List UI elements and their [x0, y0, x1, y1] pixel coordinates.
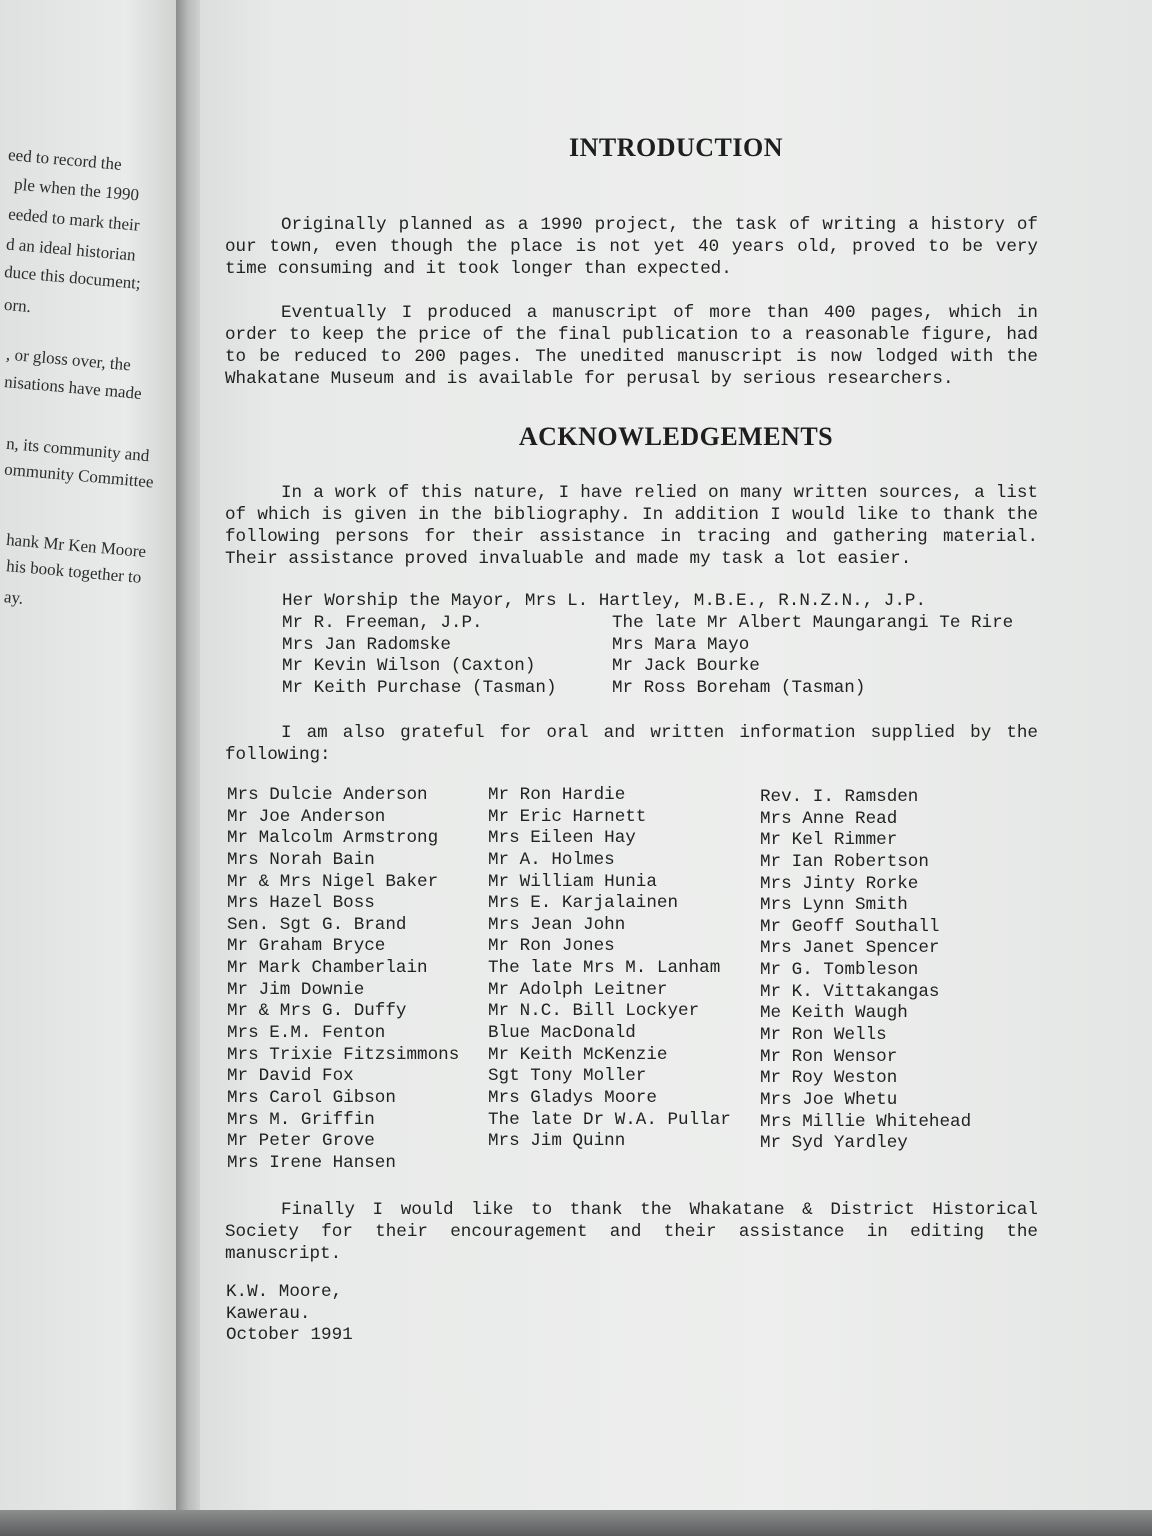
left-page-text: duce this document; — [3, 262, 142, 293]
left-page-text: d an ideal historian — [5, 234, 137, 265]
contributor-name: Mr Ron Hardie — [488, 785, 626, 805]
contributor-name: Mr Ron Wensor — [760, 1046, 898, 1067]
contributor-name: Sgt Tony Moller — [488, 1066, 647, 1087]
mayor-line: Her Worship the Mayor, Mrs L. Hartley, M.B.E., R.N.Z.N., J.P. — [282, 591, 927, 611]
contributor-name: Mr Geoff Southall — [760, 916, 940, 937]
left-page — [0, 0, 180, 1536]
left-page-text: eed to record the — [7, 145, 123, 174]
contributor-name: Mrs M. Griffin — [227, 1109, 375, 1130]
contributor-name: Mrs Lynn Smith — [760, 895, 908, 916]
left-page-text: ommunity Committee — [3, 459, 155, 492]
contributor-name: Mr Ian Robertson — [760, 851, 929, 872]
contributor-name: Mrs Trixie Fitzsimmons — [227, 1044, 460, 1065]
contributor-name: Mrs Millie Whitehead — [760, 1111, 972, 1132]
names-column-3 — [760, 787, 971, 1155]
contributor-name: Mrs E.M. Fenton — [227, 1023, 386, 1044]
left-page-text: nisations have made — [3, 372, 143, 403]
contributor-name: Mrs Gladys Moore — [488, 1087, 657, 1108]
contributor-name: The late Mrs M. Lanham — [488, 958, 721, 979]
contributor-name: Mr & Mrs G. Duffy — [227, 1001, 407, 1022]
contributor-name: Mr Peter Grove — [227, 1131, 375, 1152]
contributor-name: The late Dr W.A. Pullar — [488, 1109, 731, 1130]
contributor-name: Mrs Jim Quinn — [488, 1131, 626, 1152]
contributor-name: Mr K. Vittakangas — [760, 981, 940, 1002]
contributor-name: Mrs Jinty Rorke — [760, 873, 919, 894]
contributor-name: Blue MacDonald — [488, 1023, 636, 1044]
helper-name: Mrs Mara Mayo — [612, 634, 750, 655]
contributor-name: Mrs Hazel Boss — [227, 893, 375, 914]
contributor-name: Me Keith Waugh — [760, 1003, 908, 1024]
contributor-name: Mrs Irene Hansen — [227, 1152, 396, 1173]
contributor-name: Mrs Joe Whetu — [760, 1089, 898, 1110]
contributor-name: Mrs Norah Bain — [227, 849, 375, 870]
contributor-name: Mr Roy Weston — [760, 1068, 898, 1089]
contributor-name: Mr Jim Downie — [227, 979, 365, 1000]
contributor-name: Mr A. Holmes — [488, 849, 615, 870]
contributor-name: Mr Kel Rimmer — [760, 830, 898, 851]
contributor-name: Mr Adolph Leitner — [488, 979, 668, 1000]
names-column-2 — [488, 785, 731, 1153]
contributor-name: Mr N.C. Bill Lockyer — [488, 1001, 700, 1022]
closing-paragraph: Finally I would like to thank the Whakatane & District Historical Society for their encouragement and their assistance in editing the manuscript. — [225, 1200, 1038, 1264]
helper-name: Mr R. Freeman, J.P. — [282, 613, 483, 633]
helper-name: Mrs Jan Radomske — [282, 634, 451, 655]
helpers-left-list — [282, 613, 557, 700]
contributor-name: Mrs E. Karjalainen — [488, 893, 679, 914]
contributor-name: Mr Keith McKenzie — [488, 1044, 668, 1065]
contributor-name: Mr Ron Jones — [488, 936, 615, 957]
contributor-name: Mrs Janet Spencer — [760, 938, 940, 959]
contributor-name: Mrs Anne Read — [760, 808, 898, 829]
contributor-name: Mr Eric Harnett — [488, 806, 647, 827]
names-column-1 — [227, 785, 459, 1175]
helper-name: Mr Keith Purchase (Tasman) — [282, 677, 557, 698]
page-edge-shadow — [0, 1510, 1152, 1536]
contributor-name: Mrs Eileen Hay — [488, 828, 636, 849]
contributor-name: Mr Malcolm Armstrong — [227, 828, 439, 849]
helper-name: The late Mr Albert Maungarangi Te Rire — [612, 613, 1014, 633]
signature-name: K.W. Moore, — [226, 1282, 343, 1302]
contributor-name: Mr Joe Anderson — [227, 806, 386, 827]
acknowledgements-intro: In a work of this nature, I have relied on many written sources, a list of which is given in the bibliography. In addition I would like to thank the following persons for their assistance in tracing and gathering material. Their assistance proved invaluable and made my task a lot easier. — [225, 483, 1038, 569]
helper-name: Mr Ross Boreham (Tasman) — [612, 677, 866, 698]
contributor-name: Mr Syd Yardley — [760, 1133, 908, 1154]
helper-name: Mr Kevin Wilson (Caxton) — [282, 656, 536, 677]
grateful-paragraph: I am also grateful for oral and written information supplied by the following: — [225, 723, 1038, 765]
contributor-name: Mrs Jean John — [488, 914, 626, 935]
contributor-name: Mr Mark Chamberlain — [227, 958, 428, 979]
signature-place: Kawerau. — [226, 1303, 311, 1324]
contributor-name: Mr & Mrs Nigel Baker — [227, 871, 439, 892]
helpers-right-list — [612, 613, 1013, 700]
signature-date: October 1991 — [226, 1325, 353, 1345]
left-page-text: , or gloss over, the — [5, 344, 132, 375]
left-page-text: eeded to mark their — [7, 204, 141, 235]
contributor-name: Mr Ron Wells — [760, 1025, 887, 1046]
contributor-name: Mr William Hunia — [488, 871, 657, 892]
left-page-text: ay. — [3, 587, 25, 608]
left-page-text: his book together to — [5, 556, 143, 587]
contributor-name: Mrs Carol Gibson — [227, 1087, 396, 1108]
left-page-text: n, its community and — [5, 433, 151, 466]
introduction-paragraph-1: Originally planned as a 1990 project, the task of writing a history of our town, even though the place is not yet 40 years old, proved to be very time consuming and it took longer than expected. — [225, 215, 1038, 279]
introduction-paragraph-2: Eventually I produced a manuscript of more than 400 pages, which in order to keep the price of the final publication to a reasonable figure, had to be reduced to 200 pages. The unedited manuscript is now lodged with the Whakatane Museum and is available for perusal by serious researchers. — [225, 303, 1038, 389]
contributor-name: Mrs Dulcie Anderson — [227, 785, 428, 805]
left-page-text: ple when the 1990 — [13, 174, 140, 205]
contributor-name: Mr David Fox — [227, 1066, 354, 1087]
contributor-name: Sen. Sgt G. Brand — [227, 914, 407, 935]
left-page-text: hank Mr Ken Moore — [5, 529, 147, 562]
acknowledgements-heading: ACKNOWLEDGEMENTS — [518, 422, 834, 451]
contributor-name: Rev. I. Ramsden — [760, 787, 919, 807]
contributor-name: Mr G. Tombleson — [760, 960, 919, 981]
helper-name: Mr Jack Bourke — [612, 656, 760, 677]
contributor-name: Mr Graham Bryce — [227, 936, 386, 957]
left-page-text: orn. — [3, 294, 32, 317]
introduction-heading: INTRODUCTION — [568, 133, 784, 162]
signature-block — [226, 1282, 353, 1347]
